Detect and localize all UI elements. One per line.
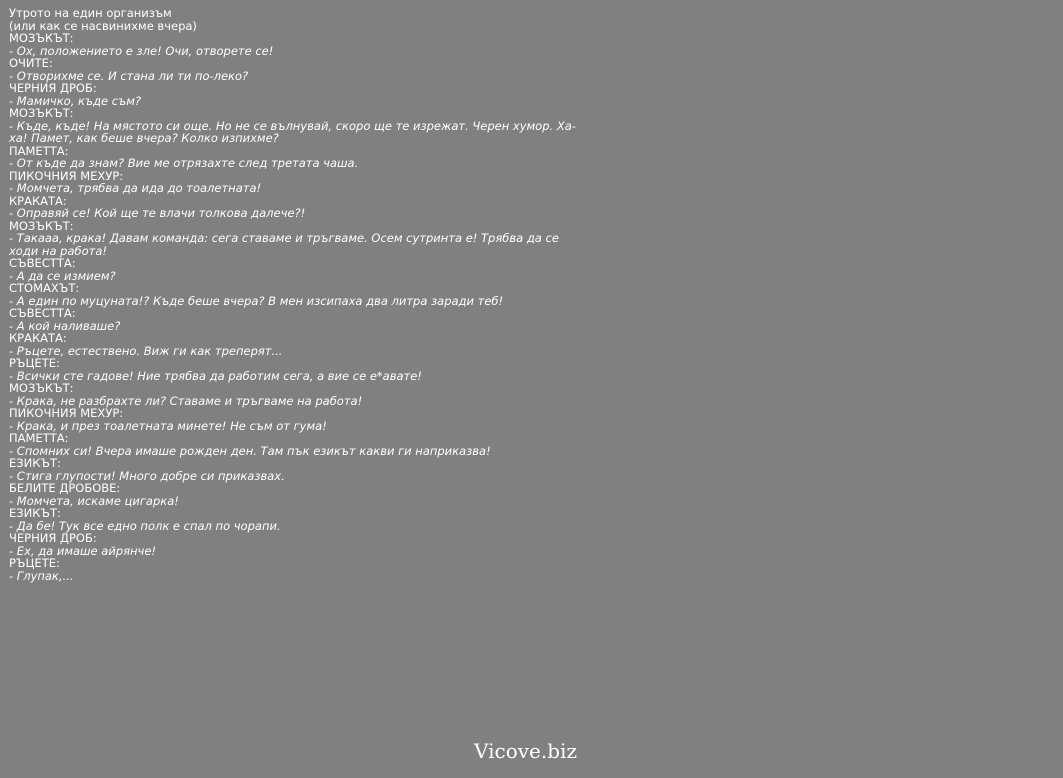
dialogue-line: - Отворихме се. И стана ли ти по-леко? <box>9 68 249 83</box>
dialogue-entry <box>9 457 579 482</box>
dialogue-entry <box>9 532 579 557</box>
speaker-label: ЧЕРНИЯ ДРОБ: <box>9 81 97 95</box>
dialogue-entry <box>9 170 579 195</box>
speaker-label: ЕЗИКЪТ: <box>9 456 61 470</box>
dialogue-entry <box>9 57 579 82</box>
site-name: Vicove.biz <box>474 739 577 763</box>
speaker-label: СЪВЕСТТА: <box>9 256 76 270</box>
dialogue-line: - Всички сте гадове! Ние трябва да работим сега, а вие се е*авате! <box>9 368 422 383</box>
speaker-label: ЕЗИКЪТ: <box>9 506 61 520</box>
speaker-label: РЪЦЕТЕ: <box>9 356 60 370</box>
dialogue-line: - А да се измием? <box>9 268 116 283</box>
dialogue-entry <box>9 432 579 457</box>
speaker-label: ПИКОЧНИЯ МЕХУР: <box>9 406 124 420</box>
speaker-label: МОЗЪКЪТ: <box>9 218 74 233</box>
dialogue-line: - Крака, и през тоалетната минете! Не съм от гума! <box>9 418 327 433</box>
speaker-label: РЪЦЕТЕ: <box>9 556 60 570</box>
dialogue-entry <box>9 307 579 332</box>
dialogue-entry <box>9 482 579 507</box>
speaker-label: МОЗЪКЪТ: <box>9 31 74 45</box>
speaker-label: КРАКАТА: <box>9 331 67 345</box>
dialogue-entry <box>9 195 579 220</box>
dialogue-line: - А един по муцуната!? Къде беше вчера? В мен изсипаха два литра заради теб! <box>9 293 504 308</box>
dialogue-entry <box>9 107 579 145</box>
dialogue-entry <box>9 145 579 170</box>
dialogue-entry <box>9 282 579 307</box>
site-watermark <box>0 739 1063 763</box>
dialogue-entry <box>9 407 579 432</box>
speaker-label: ОЧИТЕ: <box>9 56 53 70</box>
speaker-label: ПАМЕТТА: <box>9 143 69 158</box>
dialogue-entry <box>9 357 579 382</box>
dialogue-entry <box>9 257 579 282</box>
speaker-label: ПИКОЧНИЯ МЕХУР: <box>9 168 124 183</box>
dialogue-entry <box>9 82 579 107</box>
dialogue-entry <box>9 382 579 407</box>
dialogue-entry <box>9 332 579 357</box>
joke-title: Утрото на един организъм <box>9 6 172 20</box>
dialogue-line: - Ех, да имаше айрянче! <box>9 543 157 558</box>
dialogue-line: - От къде да знам? Вие ме отрязахте след третата чаша. <box>9 156 359 170</box>
speaker-label: СЪВЕСТТА: <box>9 306 76 320</box>
dialogue-entry <box>9 507 579 532</box>
dialogue-line: - А кой наливаше? <box>9 318 121 333</box>
dialogue-line: - Да бе! Тук все едно полк е спал по чорапи. <box>9 518 281 533</box>
dialogue-line: - Ох, положението е зле! Очи, отворете се! <box>9 43 274 58</box>
speaker-label: СТОМАХЪТ: <box>9 281 80 295</box>
dialogue-line: - Момчета, трябва да ида до тоалетната! <box>9 181 262 195</box>
speaker-label: ЧЕРНИЯ ДРОБ: <box>9 531 97 545</box>
joke-subtitle: (или как се насвинихме вчера) <box>9 18 197 33</box>
dialogue-line: - Оправяй се! Кой ще те влачи толкова далече?! <box>9 206 306 220</box>
speaker-label: ПАМЕТТА: <box>9 431 69 445</box>
speaker-label: КРАКАТА: <box>9 193 67 208</box>
speaker-label: МОЗЪКЪТ: <box>9 106 74 120</box>
speaker-label: БЕЛИТЕ ДРОБОВЕ: <box>9 481 121 495</box>
dialogue-line: - Мамичко, къде съм? <box>9 93 141 108</box>
dialogue-line: - Къде, къде! На мястото си още. Но не се вълнувай, скоро ще те изрежат. Черен хумор. Ха-ха! Памет, как беше вчера? Колко изпихме? <box>9 118 576 145</box>
dialogue-line: - Глупак,... <box>9 568 74 583</box>
speaker-label: МОЗЪКЪТ: <box>9 381 74 395</box>
dialogue-entry <box>9 32 579 57</box>
dialogue-entry <box>9 220 579 258</box>
dialogue-line: - Стига глупости! Много добре си приказвах. <box>9 468 285 483</box>
dialogue-line: - Момчета, искаме цигарка! <box>9 493 179 508</box>
dialogue <box>9 32 579 582</box>
dialogue-line: - Спомних си! Вчера имаше рожден ден. Там пък езикът какви ги наприказва! <box>9 443 491 458</box>
dialogue-line: - Такааа, крака! Давам команда: сега ставаме и тръгваме. Осем сутринта е! Трябва да се ходи на работа! <box>9 231 559 258</box>
dialogue-entry <box>9 557 579 582</box>
dialogue-line: - Ръцете, естествено. Виж ги как треперят... <box>9 343 283 358</box>
dialogue-line: - Крака, не разбрахте ли? Ставаме и тръгваме на работа! <box>9 393 363 408</box>
joke-text <box>9 7 579 582</box>
